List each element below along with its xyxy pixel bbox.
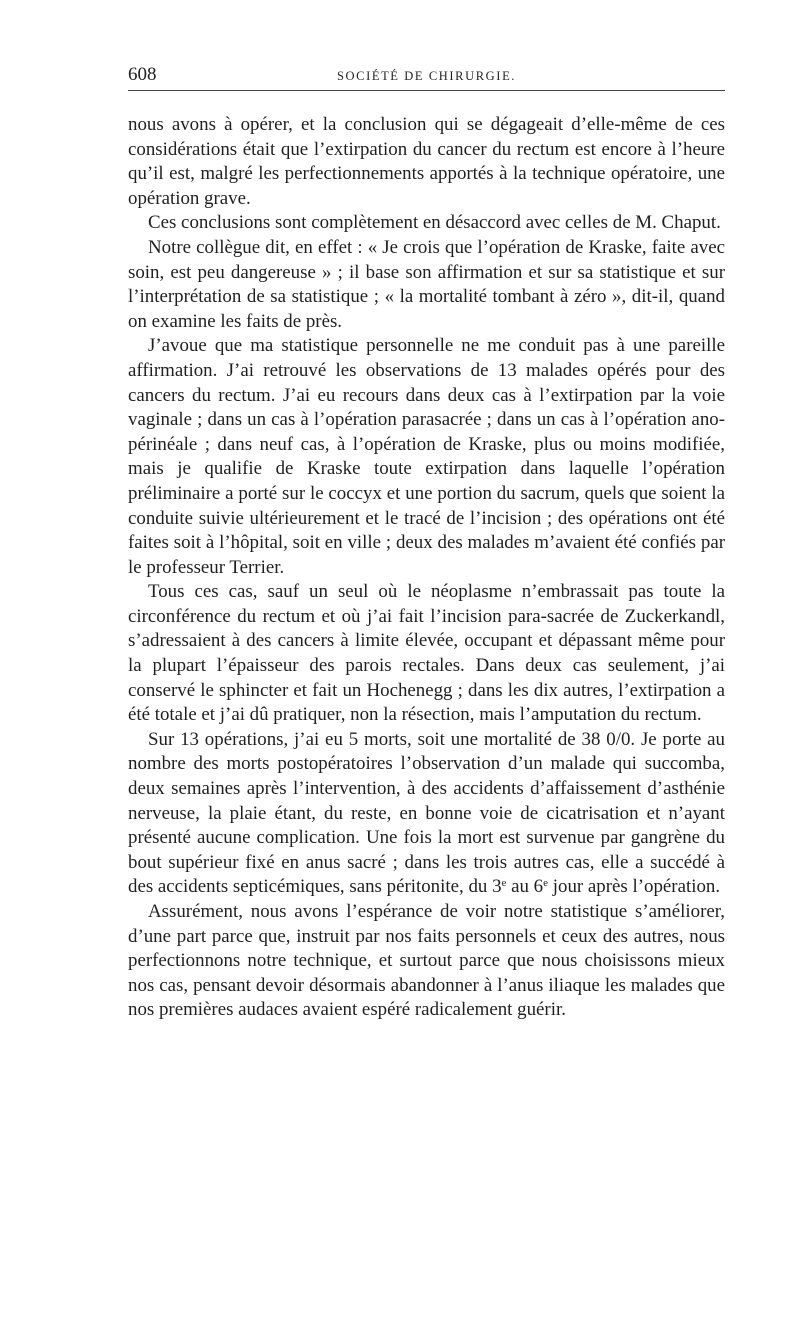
mortality-text-before: Sur 13 opérations, j’ai eu 5 morts, soit une mortalité de 38 0/0. Je porte au nombre des morts postopératoires l’observation d’un malade qui succomba, deux semaines après l’intervention, à des accidents d’affaissement d’asthénie nerveuse, la plaie étant, du reste, en bonne voie de cicatrisation et n’ayant présenté aucune complication. Une fois la mort est survenue par gangrène du bout supérieur fixé en anus sacré ; dans les trois autres cas, elle a succédé à des accidents septicémiques, sans péritonite, du 3: [128, 728, 725, 898]
paragraph-continuation: nous avons à opérer, et la conclusion qui se dégageait d’elle-même de ces considérations était que l’extirpation du cancer du rectum est encore à l’heure qu’il est, malgré les perfectionnements apportés à la technique opératoire, une opération grave.: [128, 114, 725, 209]
paragraph-conclusions: Ces conclusions sont complètement en désaccord avec celles de M. Chaput.: [148, 212, 721, 234]
paragraph-hope: Assurément, nous avons l’espérance de voir notre statistique s’améliorer, d’une part parce que, instruit par nos faits personnels et ceux des autres, nous perfectionnons notre technique, et surtout parce que nous choisissons mieux nos cas, pensant devoir désormais abandonner à l’anus iliaque les malades que nos premières audaces avaient espéré radicalement guérir.: [128, 901, 725, 1021]
running-header: [128, 62, 725, 91]
mortality-text-after: jour après l’opération.: [548, 876, 721, 898]
body-text: [128, 113, 725, 1023]
superscript-ordinal: e: [543, 877, 549, 890]
paragraph-personal-statistics: J’avoue que ma statistique personnelle ne me conduit pas à une pareille affirmation. J’ai retrouvé les observations de 13 malades opérés pour des cancers du rectum. J’ai eu recours dans deux cas à l’extirpation par la voie vaginale ; dans un cas à l’opération parasacrée ; dans un cas à l’opération ano-périnéale ; dans neuf cas, à l’opération de Kraske, plus ou moins modifiée, mais je qualifie de Kraske toute extirpation dans laquelle l’opération préliminaire a porté sur le coccyx et une portion du sacrum, quels que soient la conduite suivie ultérieurement et le tracé de l’incision ; des opérations ont été faites soit à l’hôpital, soit en ville ; deux des malades m’avaient été confiés par le professeur Terrier.: [128, 335, 725, 578]
page: [128, 62, 725, 1023]
paragraph-mortality: [128, 728, 725, 900]
paragraph-chaput-claim: Notre collègue dit, en effet : « Je crois que l’opération de Kraske, faite avec soin, est peu dangereuse » ; il base son affirmation et sur sa statistique et sur l’interprétation de sa statistique ; « la mortalité tombant à zéro », dit-il, quand on examine les faits de près.: [128, 236, 725, 332]
page-number: 608: [128, 64, 157, 85]
running-title: SOCIÉTÉ DE CHIRURGIE.: [336, 69, 517, 83]
mortality-text-middle: au 6: [506, 876, 544, 898]
paragraph-case-details: Tous ces cas, sauf un seul où le néoplasme n’embrassait pas toute la circonférence du rectum et où j’ai fait l’incision para-sacrée de Zuckerkandl, s’adressaient à des cancers à limite élevée, occupant et dépassant même pour la plupart l’épaisseur des parois rectales. Dans deux cas seulement, j’ai conservé le sphincter et fait un Hochenegg ; dans les dix autres, l’extirpation a été totale et j’ai dû pratiquer, non la résection, mais l’amputation du rectum.: [128, 581, 725, 726]
superscript-ordinal: e: [501, 877, 507, 890]
